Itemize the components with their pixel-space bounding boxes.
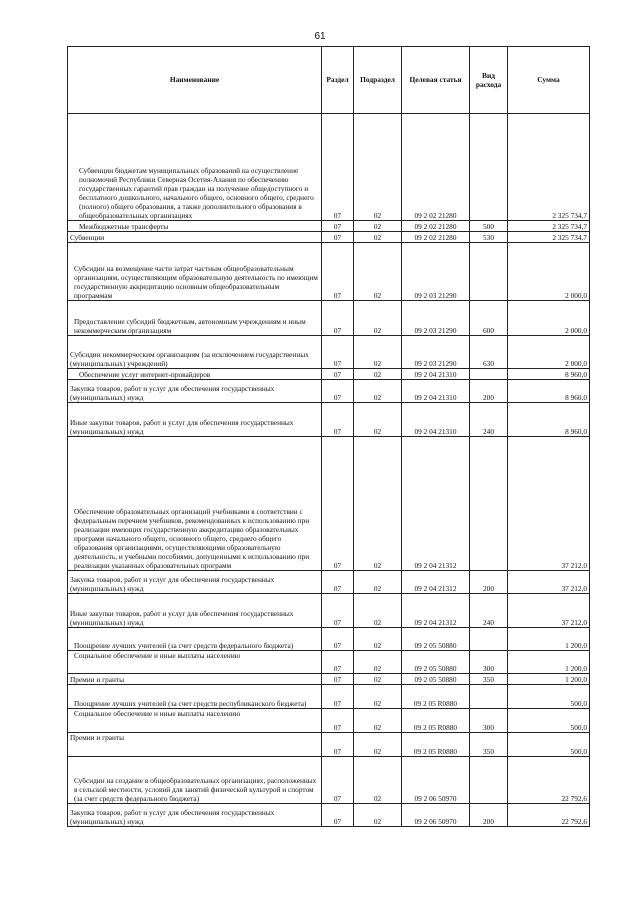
row-summa: 500,0 [508, 685, 590, 709]
row-vid [470, 628, 508, 651]
row-razdel: 07 [322, 674, 354, 685]
row-razdel: 07 [322, 403, 354, 437]
row-vid: 500 [470, 221, 508, 232]
row-summa: 8 960,0 [508, 380, 590, 403]
table-row [68, 301, 590, 336]
row-name: Обеспечение услуг интернет-провайдеров [68, 369, 322, 380]
column-header-statya: Целевая статья [402, 47, 470, 114]
row-podrazdel: 02 [354, 232, 402, 243]
row-podrazdel: 02 [354, 674, 402, 685]
row-name: Закупка товаров, работ и услуг для обеспечения государственных (муниципальных) нужд [68, 804, 322, 827]
row-podrazdel: 02 [354, 221, 402, 232]
row-name: Субвенции [68, 232, 322, 243]
row-statya: 09 2 05 50880 [402, 628, 470, 651]
row-vid: 240 [470, 403, 508, 437]
row-podrazdel: 02 [354, 336, 402, 369]
row-vid [470, 243, 508, 301]
row-summa: 8 960,0 [508, 403, 590, 437]
row-statya: 09 2 06 50970 [402, 804, 470, 827]
row-name: Премии и гранты [68, 733, 322, 757]
row-razdel: 07 [322, 380, 354, 403]
row-name: Закупка товаров, работ и услуг для обеспечения государственных (муниципальных) нужд [68, 571, 322, 594]
table-row [68, 380, 590, 403]
table-row [68, 114, 590, 221]
row-razdel: 07 [322, 757, 354, 804]
row-statya: 09 2 03 21290 [402, 243, 470, 301]
row-name: Премии и гранты [68, 674, 322, 685]
row-statya: 09 2 04 21312 [402, 571, 470, 594]
table-row [68, 733, 590, 757]
row-razdel: 07 [322, 243, 354, 301]
row-summa: 1 200,0 [508, 674, 590, 685]
column-header-podrazdel: Подраздел [354, 47, 402, 114]
row-name: Предоставление субсидий бюджетным, автономным учреждениям и иным некоммерческим организациям [68, 301, 322, 336]
row-name: Субсидии на возмещение части затрат частным общеобразовательным организациям, осуществляющим образовательную деятельность по имеющим государственную аккредитацию основным общеобразовательным программам [68, 243, 322, 301]
page-number: 61 [314, 31, 326, 42]
row-statya: 09 2 04 21310 [402, 403, 470, 437]
row-podrazdel: 02 [354, 733, 402, 757]
row-razdel: 07 [322, 232, 354, 243]
row-podrazdel: 02 [354, 685, 402, 709]
row-name: Социальное обеспечение и иные выплаты населению [68, 709, 322, 733]
row-summa: 8 960,0 [508, 369, 590, 380]
table-row [68, 232, 590, 243]
row-statya: 09 2 04 21312 [402, 437, 470, 571]
row-vid [470, 685, 508, 709]
row-statya: 09 2 04 21312 [402, 594, 470, 628]
row-statya: 09 2 05 50880 [402, 674, 470, 685]
row-name: Субсидии на создание в общеобразовательных организациях, расположенных в сельской местности, условий для занятий физической культурой и спортом (за счет средств федерального бюджета) [68, 757, 322, 804]
row-summa: 2 325 734,7 [508, 232, 590, 243]
row-statya: 09 2 03 21290 [402, 301, 470, 336]
table-body [68, 114, 590, 827]
table-row [68, 628, 590, 651]
row-podrazdel: 02 [354, 380, 402, 403]
table-row [68, 369, 590, 380]
row-summa: 2 000,0 [508, 243, 590, 301]
table-row [68, 403, 590, 437]
table-row [68, 651, 590, 674]
row-summa: 22 792,6 [508, 804, 590, 827]
row-summa: 2 000,0 [508, 301, 590, 336]
row-name: Социальное обеспечение и иные выплаты населению [68, 651, 322, 674]
row-razdel: 07 [322, 628, 354, 651]
row-razdel: 07 [322, 685, 354, 709]
row-podrazdel: 02 [354, 651, 402, 674]
row-vid: 530 [470, 232, 508, 243]
row-podrazdel: 02 [354, 628, 402, 651]
row-summa: 37 212,0 [508, 594, 590, 628]
table-row [68, 709, 590, 733]
row-vid: 350 [470, 674, 508, 685]
table-row [68, 685, 590, 709]
table-row [68, 804, 590, 827]
row-vid: 300 [470, 651, 508, 674]
row-razdel: 07 [322, 709, 354, 733]
table-row [68, 336, 590, 369]
row-razdel: 07 [322, 369, 354, 380]
row-razdel: 07 [322, 804, 354, 827]
row-summa: 2 325 734,7 [508, 114, 590, 221]
table-row [68, 757, 590, 804]
row-podrazdel: 02 [354, 243, 402, 301]
row-statya: 09 2 04 21310 [402, 380, 470, 403]
row-razdel: 07 [322, 733, 354, 757]
row-statya: 09 2 02 21280 [402, 221, 470, 232]
row-razdel: 07 [322, 221, 354, 232]
row-statya: 09 2 03 21290 [402, 336, 470, 369]
row-statya: 09 2 05 R0880 [402, 685, 470, 709]
column-header-vid: Вид расхода [470, 47, 508, 114]
row-podrazdel: 02 [354, 757, 402, 804]
row-podrazdel: 02 [354, 804, 402, 827]
row-statya: 09 2 02 21280 [402, 114, 470, 221]
row-vid: 350 [470, 733, 508, 757]
row-podrazdel: 02 [354, 437, 402, 571]
row-statya: 09 2 05 R0880 [402, 709, 470, 733]
table-row [68, 594, 590, 628]
row-razdel: 07 [322, 594, 354, 628]
row-summa: 1 200,0 [508, 628, 590, 651]
row-vid: 200 [470, 380, 508, 403]
row-statya: 09 2 02 21280 [402, 232, 470, 243]
table-row [68, 674, 590, 685]
table-header-row [68, 47, 590, 114]
row-name: Межбюджетные трансферты [68, 221, 322, 232]
row-vid [470, 114, 508, 221]
row-podrazdel: 02 [354, 571, 402, 594]
row-razdel: 07 [322, 301, 354, 336]
row-vid: 240 [470, 594, 508, 628]
row-summa: 2 000,0 [508, 336, 590, 369]
row-name: Поощрение лучших учителей (за счет средств республиканского бюджета) [68, 685, 322, 709]
table-row [68, 221, 590, 232]
row-name: Закупка товаров, работ и услуг для обеспечения государственных (муниципальных) нужд [68, 380, 322, 403]
row-podrazdel: 02 [354, 301, 402, 336]
table-row [68, 571, 590, 594]
row-razdel: 07 [322, 437, 354, 571]
row-name: Иные закупки товаров, работ и услуг для обеспечения государственных (муниципальных) нужд [68, 594, 322, 628]
table-row [68, 243, 590, 301]
row-razdel: 07 [322, 651, 354, 674]
row-statya: 09 2 05 R0880 [402, 733, 470, 757]
row-summa: 37 212,0 [508, 571, 590, 594]
row-statya: 09 2 04 21310 [402, 369, 470, 380]
row-summa: 500,0 [508, 709, 590, 733]
row-name: Субвенции бюджетам муниципальных образований на осуществление полномочий Республики Северная Осетия-Алания по обеспечению государственных гарантий прав граждан на получение общедоступного и бесплатного дошкольного, начального общего, основного общего, среднего (полного) общего образования, а также дополнительного образования в общеобразовательных организациях [68, 114, 322, 221]
row-vid [470, 437, 508, 571]
row-summa: 500,0 [508, 733, 590, 757]
row-vid: 600 [470, 301, 508, 336]
row-podrazdel: 02 [354, 369, 402, 380]
row-podrazdel: 02 [354, 114, 402, 221]
row-razdel: 07 [322, 336, 354, 369]
row-summa: 37 212,0 [508, 437, 590, 571]
row-summa: 22 792,6 [508, 757, 590, 804]
row-name: Обеспечение образовательных организаций учебниками в соответствии с федеральным перечнем учебников, рекомендованных к использованию при реализации имеющих государственную аккредитацию образовательных программ начального общего, основного общего, среднего общего образования организациями, осуществляющими образовательную деятельность, и учебными пособиями, допущенными к использованию при реализации указанных образовательных программ [68, 437, 322, 571]
row-razdel: 07 [322, 114, 354, 221]
column-header-name: Наименование [68, 47, 322, 114]
row-vid: 300 [470, 709, 508, 733]
row-name: Иные закупки товаров, работ и услуг для обеспечения государственных (муниципальных) нужд [68, 403, 322, 437]
budget-table [67, 46, 590, 827]
row-vid [470, 757, 508, 804]
column-header-razdel: Раздел [322, 47, 354, 114]
table-row [68, 437, 590, 571]
row-summa: 1 200,0 [508, 651, 590, 674]
row-statya: 09 2 06 50970 [402, 757, 470, 804]
row-name: Субсидии некоммерческим организациям (за исключением государственных (муниципальных) учреждений) [68, 336, 322, 369]
row-name: Поощрение лучших учителей (за счет средств федерального бюджета) [68, 628, 322, 651]
row-vid: 200 [470, 804, 508, 827]
row-vid: 630 [470, 336, 508, 369]
row-vid [470, 369, 508, 380]
column-header-summa: Сумма [508, 47, 590, 114]
row-podrazdel: 02 [354, 594, 402, 628]
row-podrazdel: 02 [354, 403, 402, 437]
row-statya: 09 2 05 50880 [402, 651, 470, 674]
row-vid: 200 [470, 571, 508, 594]
row-summa: 2 325 734,7 [508, 221, 590, 232]
row-podrazdel: 02 [354, 709, 402, 733]
row-razdel: 07 [322, 571, 354, 594]
